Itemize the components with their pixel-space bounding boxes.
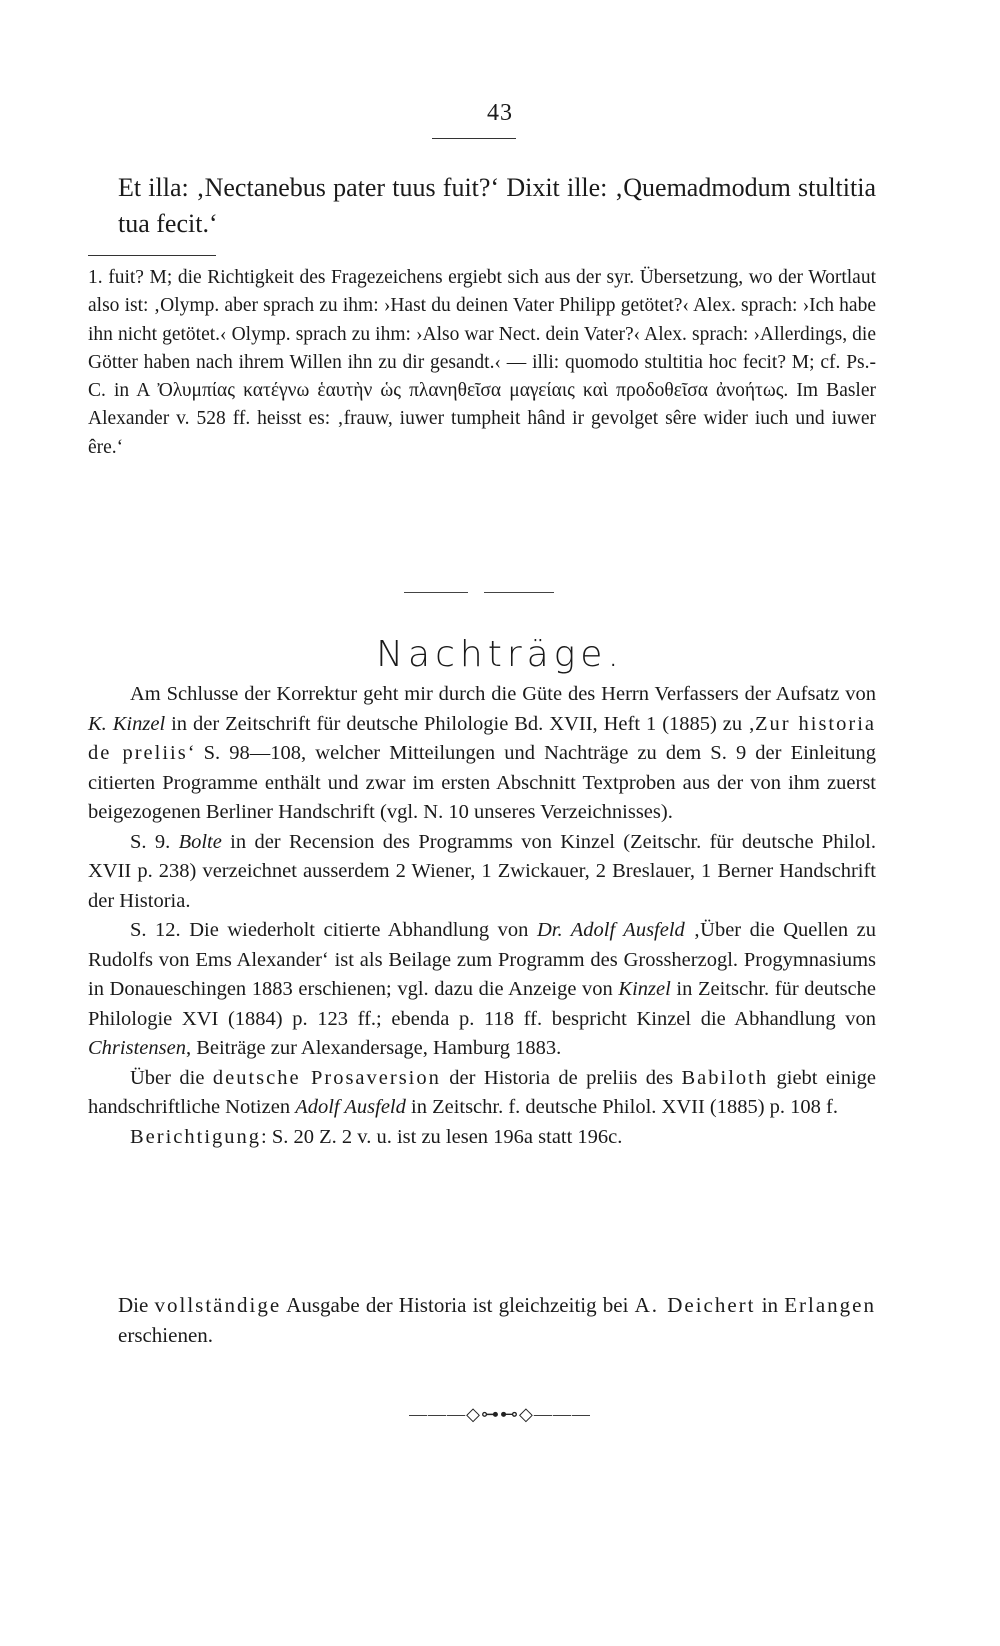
author-name: Adolf Ausfeld — [295, 1096, 406, 1118]
footnote-rule — [88, 255, 216, 256]
text-run: in der Zeitschrift für deutsche Philologie Bd. XVII, Heft 1 (1885) zu ‚ — [165, 712, 755, 735]
text-run: in Zeitschr. f. deutsche Philol. XVII (1885) p. 108 f. — [405, 1096, 839, 1118]
spaced-title: Zur historia de preliis — [88, 712, 876, 764]
spaced-word: vollständige — [154, 1293, 282, 1317]
text-run: in — [755, 1293, 785, 1317]
errata-paragraph — [88, 1123, 876, 1153]
text-run: Ausgabe der Historia ist gleichzeitig bei — [281, 1293, 635, 1317]
footnote: 1. fuit? M; die Richtigkeit des Fragezeichens ergiebt sich aus der syr. Übersetzung, wo der Wortlaut also ist: ‚Olymp. aber sprach zu ihm: ›Hast du deinen Vater Philipp getötet?‹ Alex. sprach: ›Ich habe ihn nicht getötet.‹ Olymp. sprach zu ihm: ›Also war Nect. dein Vater?‹ Alex. sprach: ›Allerdings, die Götter haben nach ihrem Willen ihn zu dir gesandt.‹ — illi: quomodo stultitia hoc fecit? M; cf. Ps.-C. in A Ὀλυμπίας κατέγνω ἑαυτὴν ὡς πλανηθεῖσα μαγείαις καὶ προδοθεῖσα ἀνοήτως. Im Basler Alexander v. 528 ff. heisst es: ‚frauw, iuwer tumpheit hând ir gevolget sêre wider iuch und iuwer êre.‘ — [88, 267, 876, 458]
text-run: S. 12. Die wiederholt citierte Abhandlung von — [130, 919, 537, 941]
main-text: Et illa: ‚Nectanebus pater tuus fuit?‘ Dixit ille: ‚Quemadmodum stultitia tua fecit.‘ — [118, 173, 876, 238]
author-name: Kinzel — [618, 978, 671, 1000]
author-name: Dr. Adolf Ausfeld — [536, 919, 685, 941]
addenda-paragraph-prosaversion — [88, 1064, 876, 1123]
author-name: Bolte — [178, 830, 222, 853]
addenda-paragraph-bolte — [88, 828, 876, 917]
errata-label: Berichtigung — [130, 1125, 262, 1148]
text-run: in der Recension des Programms von Kinzel (Zeitschr. für deutsche Philol. XVII p. 238) verzeichnet ausserdem 2 Wiener, 1 Zwickauer, 2 Breslauer, 1 Berner Handschrift der Historia. — [88, 830, 876, 912]
spaced-term: deutsche Prosaversion — [212, 1066, 441, 1089]
page-number: 43 — [487, 100, 513, 126]
author-name: Christensen — [88, 1037, 186, 1059]
spaced-name: Babiloth — [681, 1066, 769, 1089]
text-run: der Historia de preliis des — [440, 1066, 682, 1089]
text-run: in Zeitschr. für deutsche Philologie XVI (1884) p. 123 ff.; ebenda p. 118 ff. bespricht Kinzel die Abhandlung von — [88, 978, 876, 1030]
addenda-body — [88, 680, 876, 1152]
place-name: Erlangen — [784, 1293, 876, 1317]
end-ornament: ———◇⊶⊷◇——— — [409, 1404, 591, 1424]
text-run: , Beiträge zur Alexandersage, Hamburg 1883. — [185, 1037, 562, 1059]
closing-notice — [118, 1290, 876, 1350]
text-run: ‚Über die Quellen zu Rudolfs von Ems Alexander‘ ist als Beilage zum Programm des Grossherzogl. Progymnasiums in Donaueschingen 1883 erschienen; vgl. dazu die Anzeige von — [88, 919, 876, 1000]
text-run: Am Schlusse der Korrektur geht mir durch die Güte des Herrn Verfassers der Aufsatz von — [130, 683, 876, 705]
text-run: Die — [118, 1293, 155, 1317]
header-rule — [432, 138, 516, 139]
section-separator-left — [404, 592, 468, 593]
text-run: S. 9. — [130, 830, 179, 853]
text-run: : S. 20 Z. 2 v. u. ist zu lesen 196a statt 196c. — [261, 1125, 623, 1148]
text-run: giebt einige handschriftliche Notizen — [88, 1066, 876, 1118]
author-name: K. Kinzel — [88, 712, 166, 735]
text-run: erschienen. — [118, 1323, 214, 1347]
section-title: Nachträge. — [376, 634, 624, 675]
text-run: Über die — [130, 1066, 213, 1089]
section-separator-right — [484, 592, 554, 593]
addenda-paragraph-ausfeld — [88, 916, 876, 1064]
publisher-name: A. Deichert — [634, 1293, 756, 1317]
text-run: ‘ S. 98—108, welcher Mitteilungen und Nachträge zu dem S. 9 der Einleitung citierten Programme enthält und zwar im ersten Abschnitt Textproben aus der von ihm zuerst beigezogenen Berliner Handschrift (vgl. N. 10 unseres Verzeichnisses). — [88, 742, 876, 823]
addenda-paragraph-kinzel — [88, 680, 876, 828]
